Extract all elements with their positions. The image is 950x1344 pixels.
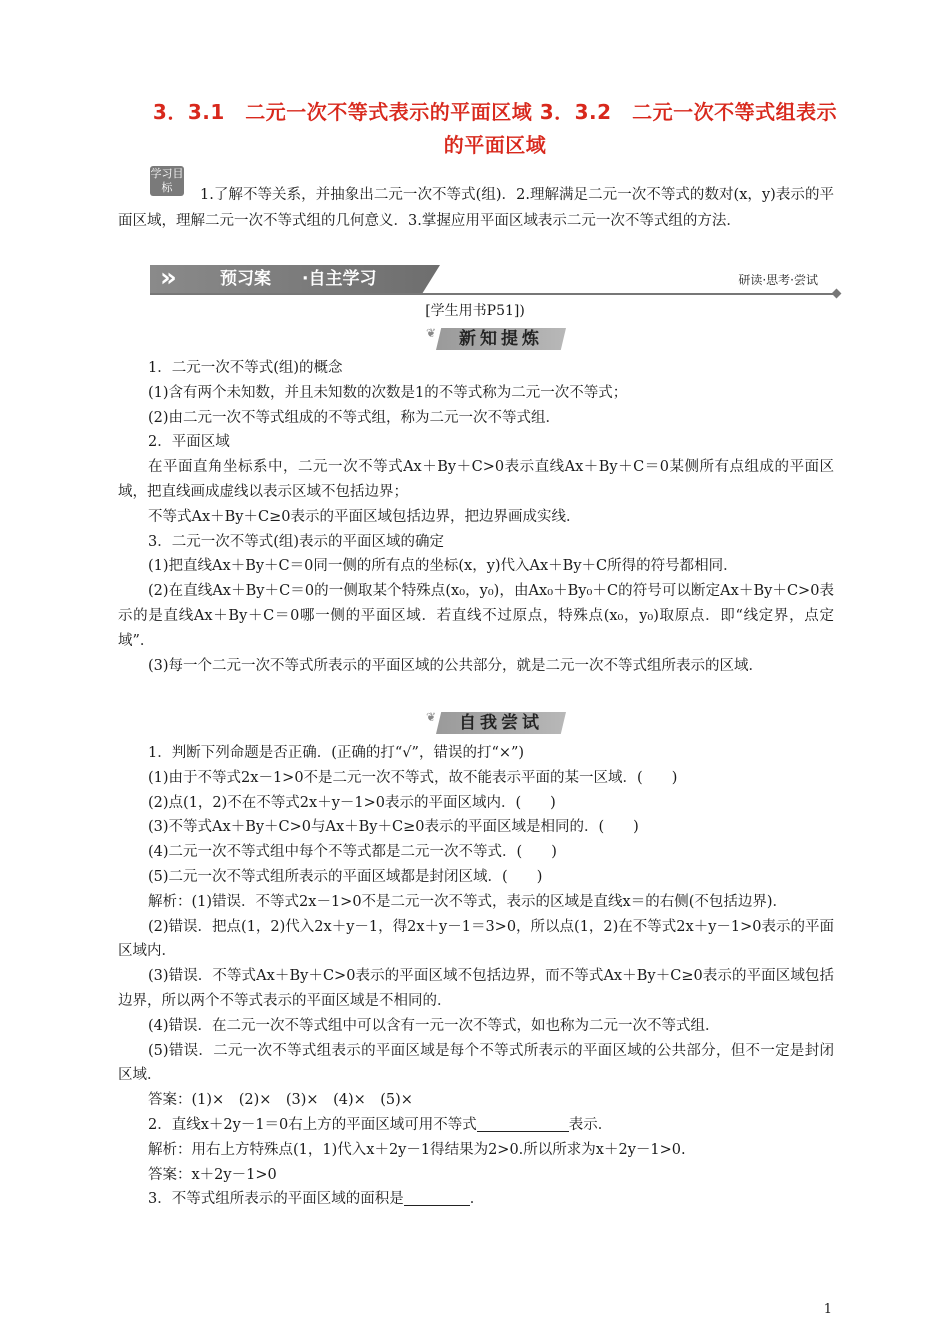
preview-banner — [150, 265, 840, 295]
question-text: 3．不等式组所表示的平面区域的面积是 — [148, 1191, 404, 1208]
section-heading-self-test — [426, 710, 576, 736]
paragraph: (1)含有两个未知数，并且未知数的次数是1的不等式称为二元一次不等式； — [148, 384, 628, 401]
learning-goals-badge: 学习目标 — [150, 167, 184, 194]
diamond-icon — [832, 289, 842, 299]
question-line: (2)点(1，2)不在不等式2x＋y－1>0表示的平面区域内．( ) — [148, 794, 556, 811]
paragraph: 3．二元一次不等式(组)表示的平面区域的确定 — [148, 533, 445, 550]
answer-blank — [404, 1189, 470, 1206]
section-heading-new-knowledge — [426, 326, 576, 352]
learning-goals-text: 1.了解不等关系，并抽象出二元一次不等式(组)．2.理解满足二元一次不等式的数对(x，y)表示的平面区域，理解二元一次不等式组的几何意义．3.掌握应用平面区域表示二元一次不等式组的方法． — [118, 187, 834, 229]
answer-line: 答案：(1)× (2)× (3)× (4)× (5)× — [148, 1092, 413, 1109]
paragraph: 不等式Ax＋By＋C≥0表示的平面区域包括边界，把边界画成实线． — [148, 508, 581, 525]
answer-blank — [477, 1115, 569, 1132]
double-chevron-icon: » — [160, 263, 177, 293]
question-line — [118, 1113, 834, 1138]
section-self-test-body — [118, 741, 834, 1212]
answer-line: 答案：x＋2y－1>0 — [148, 1166, 277, 1183]
banner-subtitle: ·自主学习 — [302, 269, 377, 289]
analysis-line: 解析：(1)错误．不等式2x－1>0不是二元一次不等式，表示的区域是直线x＝的右侧(不包括边界)． — [148, 893, 788, 910]
section-new-knowledge-body — [118, 356, 834, 678]
analysis-line: (3)错误．不等式Ax＋By＋C>0表示的平面区域不包括边界，而不等式Ax＋By＋C≥0表示的平面区域包括边界，所以两个不等式表示的平面区域是不相同的． — [118, 968, 834, 1009]
question-text: 表示． — [568, 1116, 613, 1133]
question-line: (4)二元一次不等式组中每个不等式都是二元一次不等式．( ) — [148, 844, 557, 861]
question-line: (5)二元一次不等式组所表示的平面区域都是封闭区域．( ) — [148, 868, 543, 885]
banner-right-label: 研读·思考·尝试 — [738, 273, 818, 287]
paragraph: 在平面直角坐标系中，二元一次不等式Ax＋By＋C>0表示直线Ax＋By＋C＝0某侧所有点组成的平面区域，把直线画成虚线以表示区域不包括边界； — [118, 459, 834, 500]
question-line — [118, 1187, 834, 1212]
page-title: 3．3.1 二元一次不等式表示的平面区域 3．3.2 二元一次不等式组表示的平面区域 — [152, 100, 838, 157]
page-number: 1 — [823, 1302, 832, 1317]
paragraph: 1．二元一次不等式(组)的概念 — [148, 360, 343, 376]
leaf-icon: ❦ — [426, 326, 437, 340]
paragraph: 2．平面区域 — [148, 434, 230, 451]
paragraph: (1)把直线Ax＋By＋C＝0同一侧的所有点的坐标(x，y)代入Ax＋By＋C所得的符号都相同． — [148, 558, 738, 575]
question-text: 2．直线x＋2y－1＝0右上方的平面区域可用不等式 — [148, 1116, 477, 1133]
question-line: (3)不等式Ax＋By＋C>0与Ax＋By＋C≥0表示的平面区域是相同的．( ) — [148, 819, 639, 836]
analysis-line: 解析：用右上方特殊点(1，1)代入x＋2y－1得结果为2>0.所以所求为x＋2y－1>0. — [148, 1141, 686, 1158]
banner-title: 预习案 — [220, 269, 271, 289]
banner-divider — [150, 293, 836, 295]
paragraph: (2)由二元一次不等式组成的不等式组，称为二元一次不等式组． — [148, 409, 561, 426]
book-reference: [学生用书P51]) — [425, 303, 525, 319]
question-line: 1．判断下列命题是否正确．(正确的打“√”，错误的打“×”) — [148, 745, 525, 761]
paragraph: (3)每一个二元一次不等式所表示的平面区域的公共部分，就是二元一次不等式组所表示的区域． — [148, 657, 764, 674]
leaf-icon: ❦ — [426, 710, 437, 724]
question-text: ． — [469, 1191, 485, 1208]
analysis-line: (5)错误．二元一次不等式组表示的平面区域是每个不等式所表示的平面区域的公共部分，但不一定是封闭区域． — [118, 1042, 834, 1084]
section-heading-text: 自我尝试 — [459, 713, 543, 733]
paragraph: (2)在直线Ax＋By＋C＝0的一侧取某个特殊点(x₀，y₀)，由Ax₀＋By₀＋C的符号可以断定Ax＋By＋C>0表示的是直线Ax＋By＋C＝0哪一侧的平面区域．若直线不过原点，特殊点(x₀，y₀)取原点．即“线定界，点定域”． — [118, 583, 834, 649]
section-heading-text: 新知提炼 — [459, 329, 543, 349]
analysis-line: (2)错误．把点(1，2)代入2x＋y－1，得2x＋y－1＝3>0，所以点(1，2)在不等式2x＋y－1>0表示的平面区域内． — [118, 918, 834, 960]
question-line: (1)由于不等式2x－1>0不是二元一次不等式，故不能表示平面的某一区域．( ) — [148, 769, 678, 786]
analysis-line: (4)错误．在二元一次不等式组中可以含有一元一次不等式，如也称为二元一次不等式组． — [148, 1017, 720, 1034]
